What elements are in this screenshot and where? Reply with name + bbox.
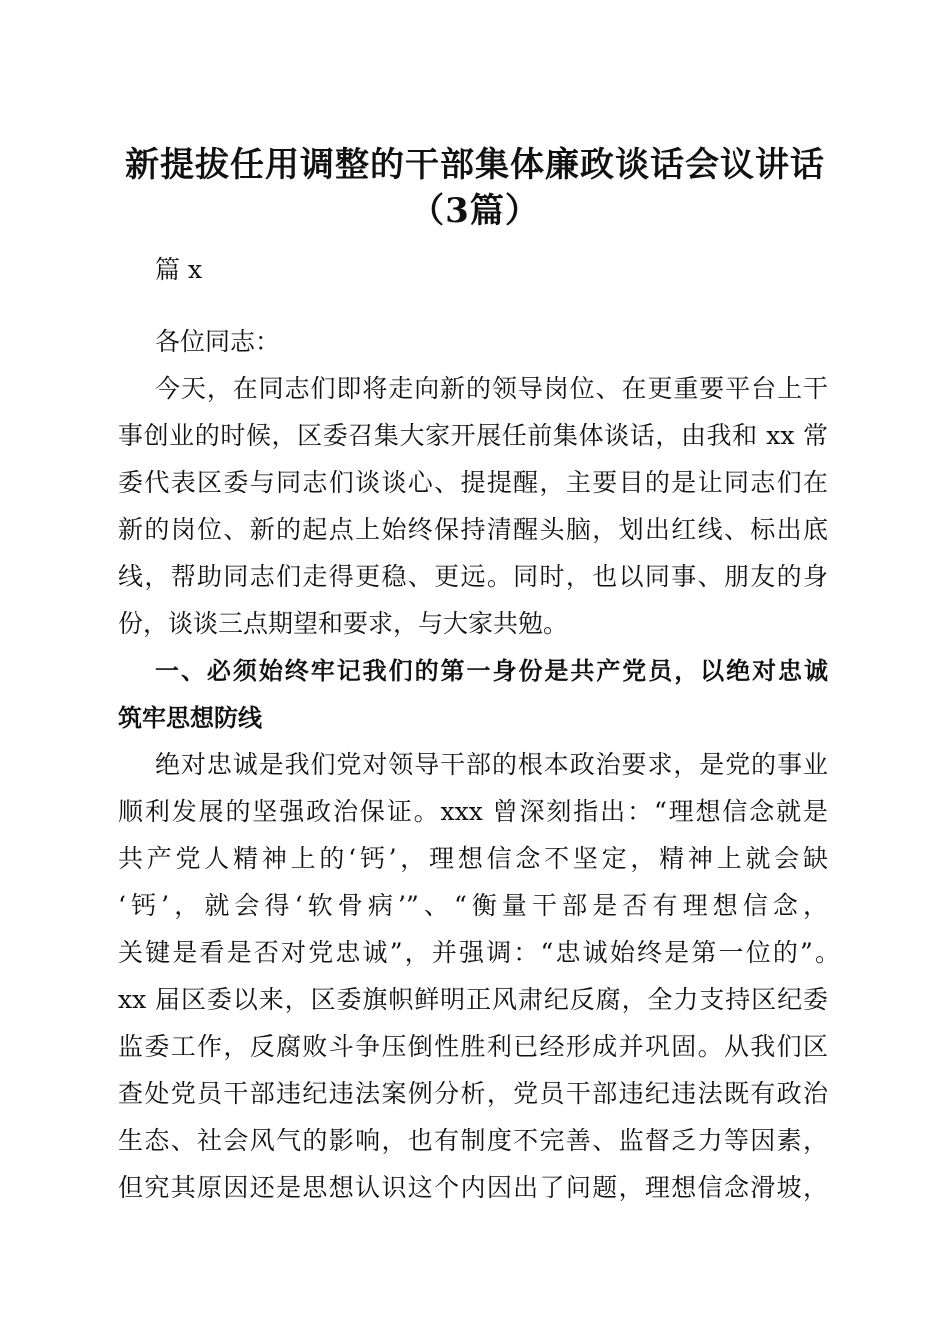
section-heading-line: 一、必须始终牢记我们的第一身份是共产党员，以绝对忠诚: [155, 657, 828, 685]
paragraph-line: xx 届区委以来，区委旗帜鲜明正风肃纪反腐，全力支持区纪委: [118, 985, 828, 1014]
paragraph-line: 关键是看是否对党忠诚”，并强调：“忠诚始终是第一位的”。: [118, 938, 840, 967]
paragraph-line: 事创业的时候，区委召集大家开展任前集体谈话，由我和 xx 常: [118, 421, 828, 450]
paragraph-line: 份，谈谈三点期望和要求，与大家共勉。: [118, 609, 569, 638]
paragraph-line: 生态、社会风气的影响，也有制度不完善、监督乏力等因素，: [118, 1126, 828, 1155]
paragraph-line: 绝对忠诚是我们党对领导干部的根本政治要求，是党的事业: [155, 750, 828, 779]
paragraph-line: 新的岗位、新的起点上始终保持清醒头脑，划出红线、标出底: [118, 515, 828, 544]
paragraph-line: 共产党人精神上的‘钙’，理想信念不坚定，精神上就会缺: [118, 844, 828, 873]
section-label: 篇 x: [155, 255, 203, 284]
salutation: 各位同志：: [155, 327, 281, 356]
paragraph-line: 线，帮助同志们走得更稳、更远。同时，也以同事、朋友的身: [118, 562, 828, 591]
paragraph-line: 今天，在同志们即将走向新的领导岗位、在更重要平台上干: [155, 374, 828, 403]
paragraph-line: ‘钙’，就会得‘软骨病’”、“衡量干部是否有理想信念，: [118, 891, 828, 920]
document-title-line1: 新提拔任用调整的干部集体廉政谈话会议讲话: [125, 145, 825, 185]
paragraph-line: 顺利发展的坚强政治保证。xxx 曾深刻指出：“理想信念就是: [118, 797, 828, 826]
paragraph-line: 监委工作，反腐败斗争压倒性胜利已经形成并巩固。从我们区: [118, 1032, 828, 1061]
document-title-line2: （3篇）: [410, 191, 540, 231]
paragraph-line: 但究其原因还是思想认识这个内因出了问题，理想信念滑坡，: [118, 1173, 828, 1202]
paragraph-line: 委代表区委与同志们谈谈心、提提醒，主要目的是让同志们在: [118, 468, 828, 497]
paragraph-line: 查处党员干部违纪违法案例分析，党员干部违纪违法既有政治: [118, 1079, 828, 1108]
section-heading-line: 筑牢思想防线: [118, 704, 262, 732]
